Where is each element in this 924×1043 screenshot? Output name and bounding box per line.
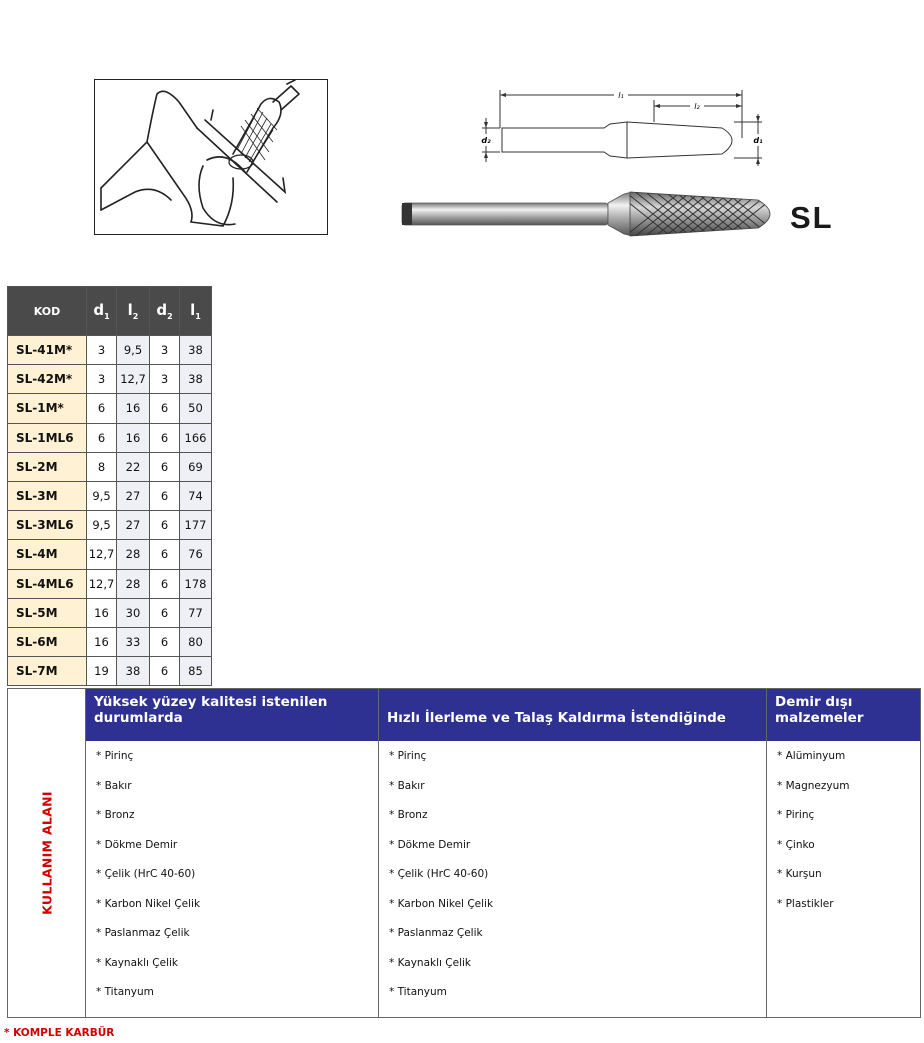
cell-code: SL-3ML6	[8, 511, 87, 540]
list-item: * Titanyum	[389, 986, 447, 998]
cell-l2: 30	[117, 598, 150, 627]
cell-d2: 6	[150, 598, 180, 627]
usage-label-column	[8, 689, 86, 1017]
cell-d1: 8	[87, 452, 117, 481]
cell-code: SL-4M	[8, 540, 87, 569]
list-item: * Plastikler	[777, 897, 834, 910]
cell-l1: 85	[180, 657, 212, 686]
cell-code: SL-41M*	[8, 336, 87, 365]
table-row	[8, 657, 212, 686]
cell-l2: 16	[117, 394, 150, 423]
table-row	[8, 627, 212, 656]
dim-label-d2: d₂	[481, 136, 491, 145]
usage-area	[7, 688, 921, 1018]
table-row	[8, 481, 212, 510]
cell-code: SL-6M	[8, 627, 87, 656]
list-item: * Dökme Demir	[96, 838, 178, 851]
cell-l2: 28	[117, 540, 150, 569]
usage-label: KULLANIM ALANI	[39, 791, 55, 915]
cell-d1: 9,5	[87, 481, 117, 510]
cell-l1: 76	[180, 540, 212, 569]
usage-column-header: Demir dışı malzemeler	[767, 689, 920, 741]
list-item: * Kurşun	[777, 868, 822, 880]
list-item: * Dökme Demir	[389, 838, 471, 851]
cell-d2: 6	[150, 452, 180, 481]
cell-l1: 177	[180, 511, 212, 540]
product-photo	[398, 186, 794, 242]
cell-l2: 12,7	[117, 365, 150, 394]
list-item: * Titanyum	[96, 986, 154, 998]
cell-l1: 178	[180, 569, 212, 598]
header-l1: $l_1$	[180, 287, 212, 336]
usage-column-header: Hızlı İlerleme ve Talaş Kaldırma İstendiğinde	[379, 689, 766, 741]
dim-label-l1: l₁	[618, 91, 624, 100]
list-item: * Paslanmaz Çelik	[96, 927, 190, 939]
cell-l2: 9,5	[117, 336, 150, 365]
cell-l1: 80	[180, 627, 212, 656]
usage-column-surface-quality	[86, 689, 379, 1017]
table-row	[8, 452, 212, 481]
cell-d2: 6	[150, 481, 180, 510]
cell-code: SL-3M	[8, 481, 87, 510]
usage-list	[86, 741, 378, 1012]
header-d1: $d_1$	[87, 287, 117, 336]
dimension-drawing	[472, 82, 772, 168]
cell-l1: 38	[180, 336, 212, 365]
cell-l2: 28	[117, 569, 150, 598]
cell-d2: 6	[150, 511, 180, 540]
list-item: * Magnezyum	[777, 779, 850, 792]
cell-d2: 6	[150, 657, 180, 686]
cell-code: SL-7M	[8, 657, 87, 686]
list-item: * Pirinç	[389, 750, 427, 762]
cell-d1: 6	[87, 423, 117, 452]
cell-d1: 3	[87, 365, 117, 394]
cell-code: SL-2M	[8, 452, 87, 481]
spec-table-header	[8, 287, 212, 336]
list-item: * Pirinç	[96, 750, 134, 762]
cell-l2: 22	[117, 452, 150, 481]
list-item: * Pirinç	[777, 809, 815, 821]
cell-d2: 6	[150, 540, 180, 569]
usage-column-non-ferrous	[767, 689, 920, 1017]
cell-d1: 3	[87, 336, 117, 365]
table-row	[8, 423, 212, 452]
list-item: * Çinko	[777, 838, 815, 851]
header-l2: $l_2$	[117, 287, 150, 336]
cell-d2: 3	[150, 336, 180, 365]
cell-d2: 6	[150, 423, 180, 452]
cell-code: SL-5M	[8, 598, 87, 627]
table-row	[8, 598, 212, 627]
cell-l2: 27	[117, 481, 150, 510]
usage-column-fast-feed	[379, 689, 767, 1017]
cell-code: SL-1M*	[8, 394, 87, 423]
cell-l2: 27	[117, 511, 150, 540]
table-row	[8, 569, 212, 598]
cell-code: SL-4ML6	[8, 569, 87, 598]
cell-d2: 6	[150, 627, 180, 656]
table-row	[8, 336, 212, 365]
cell-l1: 38	[180, 365, 212, 394]
cell-code: SL-1ML6	[8, 423, 87, 452]
header-code: KOD	[8, 287, 87, 336]
table-row	[8, 540, 212, 569]
usage-column-header: Yüksek yüzey kalitesi istenilen durumlarda	[86, 689, 378, 741]
cell-d2: 3	[150, 365, 180, 394]
list-item: * Kaynaklı Çelik	[96, 956, 178, 969]
dim-label-d1: d₁	[753, 136, 763, 145]
cell-l2: 16	[117, 423, 150, 452]
cell-l1: 69	[180, 452, 212, 481]
cell-l1: 74	[180, 481, 212, 510]
dim-label-l2: l₂	[694, 102, 700, 111]
cell-d2: 6	[150, 569, 180, 598]
cell-d1: 19	[87, 657, 117, 686]
cell-d1: 9,5	[87, 511, 117, 540]
footnote: * KOMPLE KARBÜR	[4, 1027, 115, 1039]
usage-illustration	[94, 79, 328, 235]
list-item: * Bronz	[389, 809, 428, 821]
cell-d2: 6	[150, 394, 180, 423]
usage-list	[767, 741, 920, 923]
cell-l1: 166	[180, 423, 212, 452]
list-item: * Çelik (HrC 40-60)	[96, 868, 196, 880]
table-row	[8, 365, 212, 394]
cell-d1: 16	[87, 598, 117, 627]
cell-d1: 6	[87, 394, 117, 423]
cell-d1: 12,7	[87, 540, 117, 569]
cell-d1: 16	[87, 627, 117, 656]
header-d2: $d_2$	[150, 287, 180, 336]
product-code: SL	[790, 200, 834, 235]
cell-l2: 38	[117, 657, 150, 686]
list-item: * Bakır	[389, 779, 425, 792]
list-item: * Karbon Nikel Çelik	[389, 897, 494, 910]
usage-list	[379, 741, 766, 1012]
list-item: * Karbon Nikel Çelik	[96, 897, 201, 910]
cell-l2: 33	[117, 627, 150, 656]
list-item: * Kaynaklı Çelik	[389, 956, 471, 969]
list-item: * Çelik (HrC 40-60)	[389, 868, 489, 880]
list-item: * Alüminyum	[777, 750, 846, 762]
list-item: * Paslanmaz Çelik	[389, 927, 483, 939]
list-item: * Bronz	[96, 809, 135, 821]
cell-l1: 50	[180, 394, 212, 423]
cell-l1: 77	[180, 598, 212, 627]
table-row	[8, 394, 212, 423]
table-row	[8, 511, 212, 540]
spec-table	[7, 286, 212, 686]
cell-code: SL-42M*	[8, 365, 87, 394]
list-item: * Bakır	[96, 779, 132, 792]
cell-d1: 12,7	[87, 569, 117, 598]
